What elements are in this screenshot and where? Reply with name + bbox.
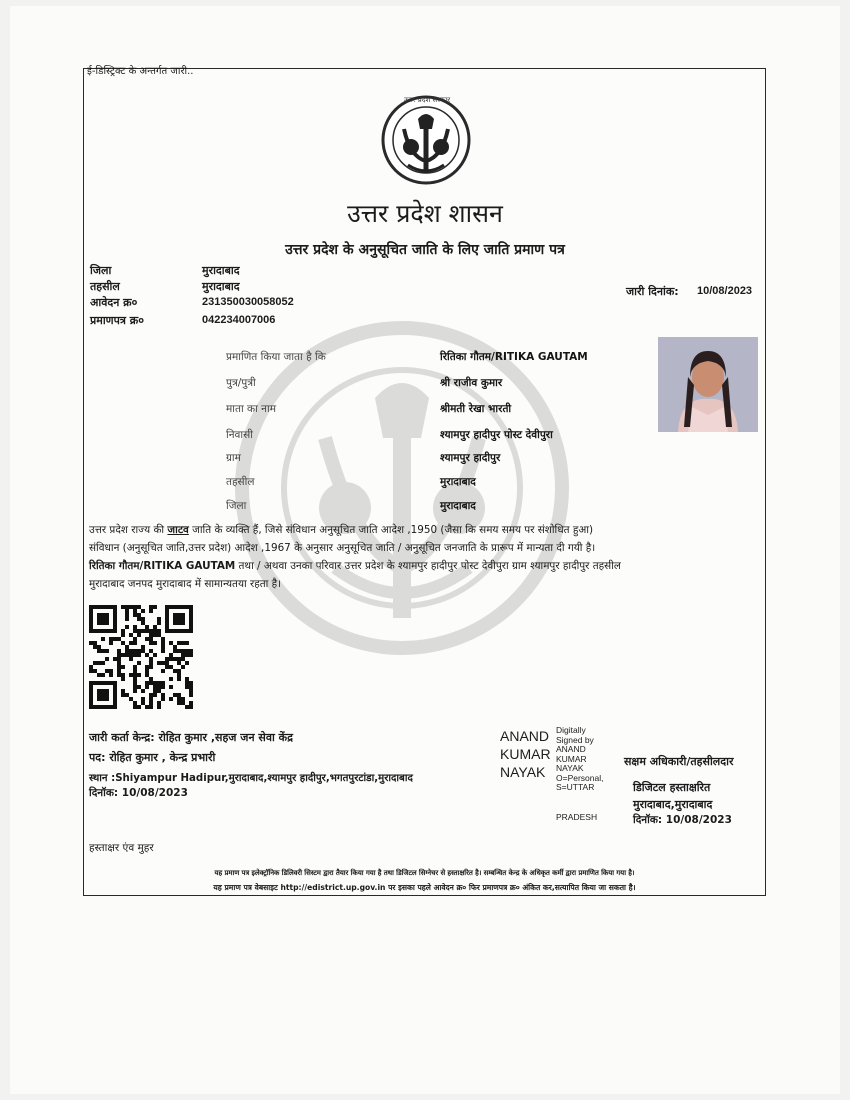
statement-text: जाति के व्यक्ति हैं, जिसे संविधान अनुसूचित जाति आदेश ,1950 (जैसा कि समय समय पर संशोधित हुआ) (188, 524, 594, 536)
village-label: ग्राम (226, 452, 241, 464)
issuing-center: जारी कर्ता केन्द्र: रोहित कुमार ,सहज जन सेवा केंद्र (89, 731, 293, 744)
certificate-subtitle: उत्तर प्रदेश के अनुसूचित जाति के लिए जाति प्रमाण पत्र (285, 242, 565, 258)
sig-detail-line: PRADESH (556, 812, 598, 822)
sig-detail-line: KUMAR (556, 753, 587, 764)
detail-tehsil-label: तहसील (226, 476, 255, 488)
signer-name-line: KUMAR (500, 746, 551, 762)
village-value: श्यामपुर हादीपुर (440, 452, 501, 464)
caste-statement-line-4: मुरादाबाद जनपद मुरादाबाद में सामान्यतया रहता है। (89, 578, 282, 590)
detail-district-value: मुरादाबाद (440, 500, 476, 512)
footer-note-1: यह प्रमाण पत्र इलेक्ट्रॉनिक डिलिवरी सिस्टम द्वारा तैयार किया गया है तथा डिजिटल सिग्नेचर से हस्ताक्षरित है। सम्बन्धित केन्द्र के अधिकृत कर्मी द्वारा प्रमाणित किया गया है। (214, 869, 635, 877)
caste-statement-line-1 (89, 522, 593, 539)
meta-tehsil-value: मुरादाबाद (202, 280, 240, 293)
statement-person-name: रितिका गौतम/RITIKA GAUTAM (89, 560, 236, 572)
caste-name: जाटव (167, 524, 189, 536)
issue-date-label: जारी दिनांक: (626, 285, 679, 298)
caste-statement-line-2: संविधान (अनुसूचित जाति,उत्तर प्रदेश) आदेश ,1967 के अनुसार अनुसूचित जाति / अनुसूचित जनजाति के प्रारूप में मान्यता दी गयी है। (89, 542, 596, 554)
signer-name-line: ANAND (500, 728, 550, 744)
sig-detail-line: NAYAK (556, 763, 584, 773)
certified-label: प्रमाणित किया जाता है कि (226, 351, 326, 363)
footer-note-2: यह प्रमाण पत्र वेबसाइट http://edistrict.up.gov.in पर इसका पहले आवेदन क्र० फिर प्रमाणपत्र क्र० अंकित कर,सत्यापित किया जा सकता है। (213, 883, 636, 892)
issuer-place-value: Shiyampur Hadipur,मुरादाबाद,श्यामपुर हादीपुर,भगतपुरटांडा,मुरादाबाद (115, 773, 413, 784)
application-number-value: 231350030058052 (202, 296, 294, 308)
issuer-place-label: स्थान : (89, 773, 116, 784)
application-number-label: आवेदन क्र० (90, 296, 138, 309)
page-title: उत्तर प्रदेश शासन (347, 199, 503, 228)
statement-text: तथा / अथवा उनका परिवार उत्तर प्रदेश के श्यामपुर हादीपुर पोस्ट देवीपुरा ग्राम श्यामपुर हादीपुर तहसील (235, 560, 621, 572)
issuer-date: दिनॉक: 10/08/2023 (89, 787, 188, 799)
resident-value: श्यामपुर हादीपुर पोस्ट देवीपुरा (440, 429, 553, 441)
sig-detail-line: Signed by (556, 734, 594, 745)
signer-name-line: NAYAK (500, 764, 546, 780)
certificate-number-label: प्रमाणपत्र क्र० (90, 314, 144, 327)
signer-name (500, 727, 551, 781)
sig-detail-line: ANAND (556, 744, 586, 754)
edistrict-note: ई-डिस्ट्रिक्ट के अन्तर्गत जारी.. (87, 66, 194, 77)
qr-code-icon (89, 605, 193, 709)
detail-district-label: जिला (226, 500, 247, 512)
resident-label: निवासी (226, 429, 253, 441)
authority-date: दिनॉक: 10/08/2023 (633, 814, 732, 826)
caste-statement-line-3 (89, 558, 621, 575)
child-of-label: पुत्र/पुत्री (226, 377, 256, 389)
detail-tehsil-value: मुरादाबाद (440, 476, 476, 488)
authority-place: मुरादाबाद,मुरादाबाद (633, 798, 713, 811)
authority-title: सक्षम अधिकारी/तहसीलदार (624, 755, 734, 768)
sig-detail-line: S=UTTAR (556, 782, 595, 792)
meta-tehsil-label: तहसील (90, 280, 120, 293)
certificate-number-value: 042234007006 (202, 314, 276, 326)
meta-district-value: मुरादाबाद (202, 264, 240, 277)
applicant-photo (658, 337, 758, 432)
meta-district-label: जिला (90, 264, 112, 277)
mother-label: माता का नाम (226, 403, 276, 415)
issue-date-value: 10/08/2023 (697, 285, 753, 297)
emblem-text: उत्तर प्रदेश सरकार (404, 96, 451, 104)
father-name: श्री राजीव कुमार (440, 377, 503, 389)
certified-name: रितिका गौतम/RITIKA GAUTAM (440, 351, 588, 363)
mother-name: श्रीमती रेखा भारती (440, 403, 512, 415)
signature-and-seal-label: हस्ताक्षर एंव मुहर (89, 842, 154, 854)
digital-signature-details (556, 726, 604, 793)
up-government-emblem-icon (378, 95, 474, 185)
statement-text: उत्तर प्रदेश राज्य की (89, 524, 168, 536)
issuer-place (89, 770, 413, 784)
sig-detail-line: Digitally (556, 725, 586, 735)
watermark-emblem-icon (225, 318, 580, 658)
digitally-signed-label: डिजिटल हस्ताक्षरित (633, 781, 711, 794)
issuer-post: पद: रोहित कुमार , केन्द्र प्रभारी (89, 751, 216, 764)
sig-detail-line: O=Personal, (556, 772, 604, 783)
